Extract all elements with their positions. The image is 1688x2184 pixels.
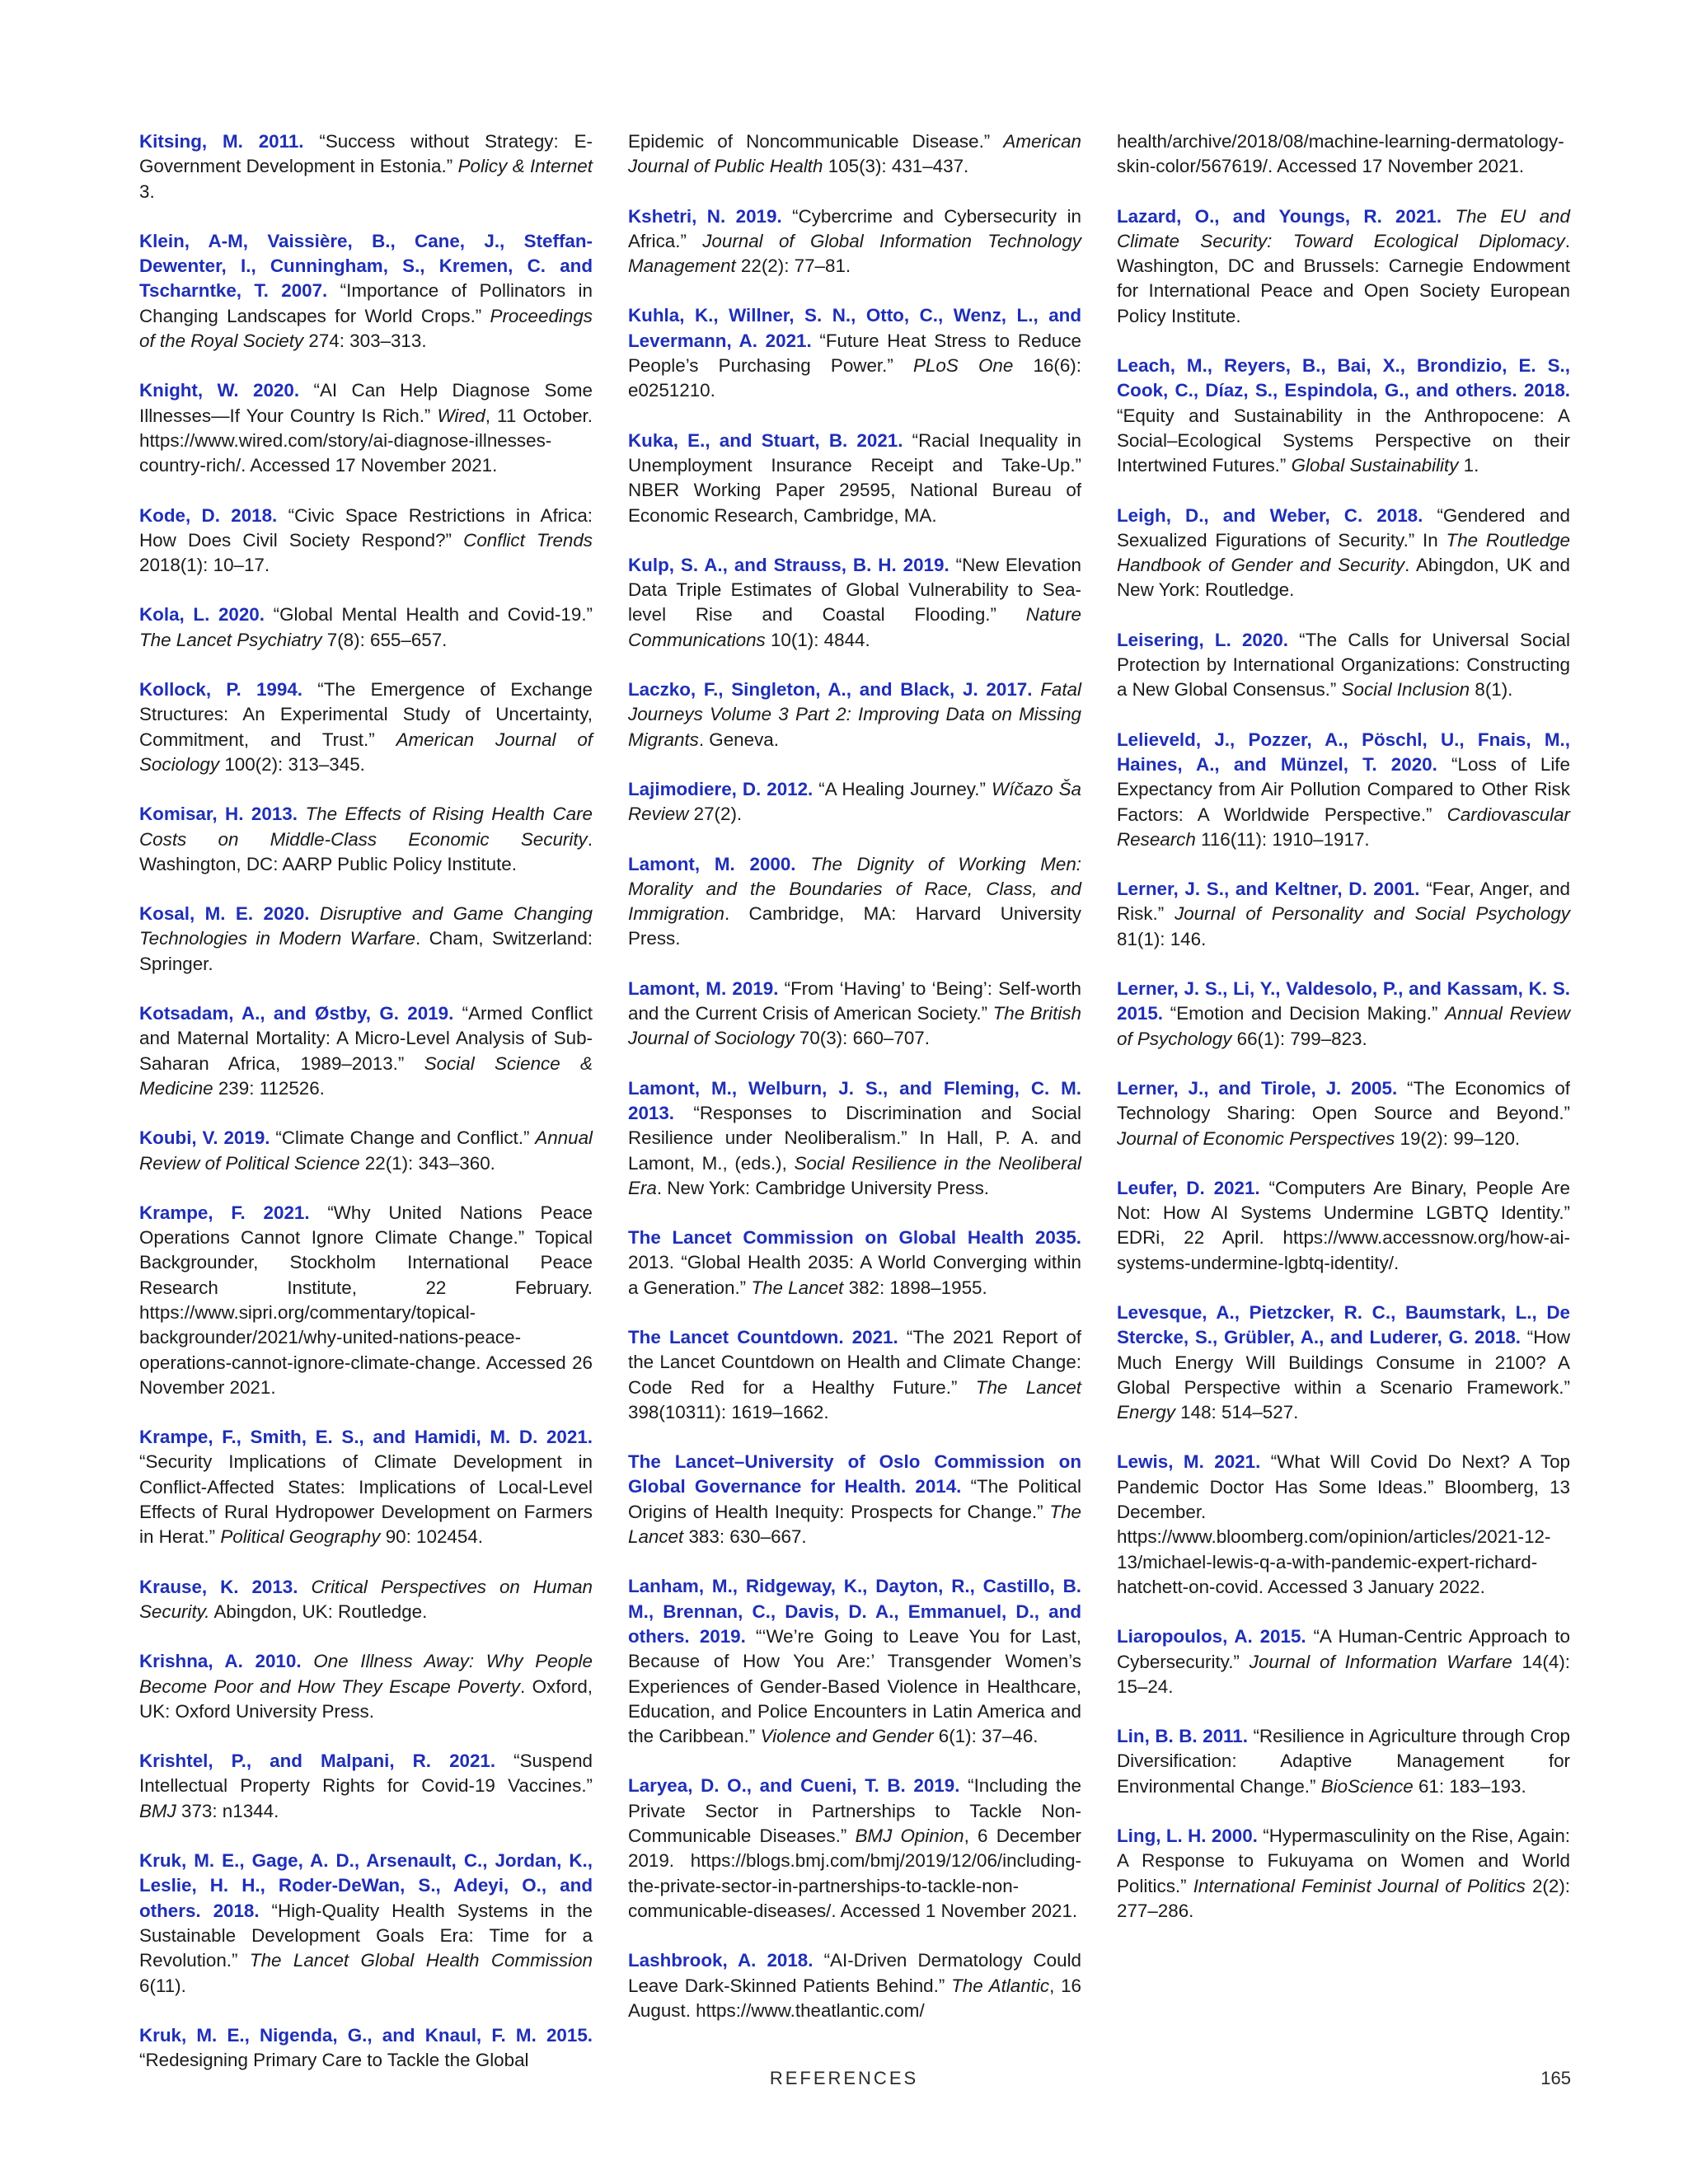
reference-entry <box>1117 129 1570 180</box>
reference-text: “Emotion and Decision Making.” <box>1163 1003 1446 1024</box>
reference-title-italic: Fatal Journeys Volume 3 Part 2: Improving Data on Missing Migrants <box>628 679 1081 750</box>
reference-author-year: Komisar, H. 2013. <box>139 804 298 825</box>
reference-entry <box>139 1001 593 1101</box>
reference-entry <box>1117 204 1570 329</box>
reference-text: “A Healing Journey.” <box>813 778 992 799</box>
reference-text: 14(4): 15–24. <box>1117 1651 1570 1697</box>
reference-entry <box>628 1076 1081 1201</box>
reference-entry <box>1117 504 1570 603</box>
reference-title-italic: The British Journal of Sociology <box>628 1003 1081 1049</box>
reference-text: 398(10311): 1619–1662. <box>628 1401 829 1422</box>
reference-text <box>796 854 811 874</box>
reference-title-italic: The EU and Climate Security: Toward Ecological Diplomacy <box>1117 205 1570 251</box>
reference-author-year: Lin, B. B. 2011. <box>1117 1726 1248 1747</box>
reference-text: 105(3): 431–437. <box>823 156 969 177</box>
reference-text: 6(1): 37–46. <box>933 1726 1039 1747</box>
reference-text: 239: 112526. <box>213 1077 325 1099</box>
reference-title-italic: Critical Perspectives on Human Security. <box>139 1576 593 1622</box>
reference-entry <box>628 677 1081 752</box>
reference-entry <box>1117 728 1570 852</box>
reference-text: “Success without Strategy: E-Government Development in Estonia.” <box>139 131 593 177</box>
reference-text: 2(2): 277–286. <box>1117 1875 1570 1921</box>
reference-text: “How Much Energy Will Buildings Consume in 2100? A Global Perspective within a Scenario Framework.” <box>1117 1327 1570 1398</box>
reference-entry <box>139 1575 593 1625</box>
reference-text: 19(2): 99–120. <box>1395 1127 1521 1149</box>
reference-text: “Suspend Intellectual Property Rights for Covid-19 Vaccines.” <box>139 1750 593 1797</box>
reference-title-italic: Social Science & Medicine <box>139 1052 593 1099</box>
reference-author-year: Krishtel, P., and Malpani, R. 2021. <box>139 1750 496 1772</box>
reference-text: . Abingdon, UK and New York: Routledge. <box>1117 555 1570 601</box>
reference-text: 7(8): 655–657. <box>321 629 448 650</box>
reference-text: “‘We’re Going to Leave You for Last, Because of How You Are:’ Transgender Women’s Experiences of Gender-Based Violence in Healthcare, Education, and Police Encounters in Latin America and the Caribbean.” <box>628 1625 1081 1747</box>
reference-entry <box>1117 1076 1570 1151</box>
reference-text: “From ‘Having’ to ‘Being’: Self-worth and the Current Crisis of American Society.” <box>628 977 1081 1024</box>
reference-text: “The 2021 Report of the Lancet Countdown on Health and Climate Change: Code Red for a Healthy Future.” <box>628 1326 1081 1398</box>
reference-text: . Washington, DC: AARP Public Policy Institute. <box>139 828 593 874</box>
reference-entry <box>139 378 593 478</box>
reference-text <box>310 903 320 924</box>
reference-entry <box>139 1849 593 1999</box>
reference-text: “Hypermasculinity on the Rise, Again: A Response to Fukuyama on Women and World Politics.” <box>1117 1825 1570 1896</box>
reference-title-italic: International Feminist Journal of Politics <box>1193 1875 1526 1896</box>
reference-text: 27(2). <box>688 804 743 825</box>
reference-title-italic: Disruptive and Game Changing Technologies in Modern Warfare <box>139 903 593 949</box>
reference-text: “Gendered and Sexualized Figurations of Security.” In <box>1117 504 1570 551</box>
references-column-2 <box>628 129 1081 2048</box>
reference-text: 2013. “Global Health 2035: A World Converging within a Generation.” <box>628 1252 1081 1298</box>
reference-text <box>298 1577 311 1597</box>
reference-text: , 6 December 2019. https://blogs.bmj.com/bmj/2019/12/06/including-the-private-sector-in-partnerships-to-tackle-non-communicable-diseases/. Accessed 1 November 2021. <box>628 1825 1081 1921</box>
reference-entry <box>628 977 1081 1052</box>
reference-author-year: Liaropoulos, A. 2015. <box>1117 1626 1306 1647</box>
reference-title-italic: The Lancet Global Health Commission <box>249 1950 593 1971</box>
reference-entry <box>139 677 593 777</box>
reference-author-year: Kosal, M. E. 2020. <box>139 903 310 925</box>
reference-text: 148: 514–527. <box>1175 1402 1299 1423</box>
reference-text: “Cybercrime and Cybersecurity in Africa.” <box>628 205 1081 251</box>
reference-entry <box>139 802 593 877</box>
reference-title-italic: PLoS One <box>913 355 1014 377</box>
reference-text: “What Will Covid Do Next? A Top Pandemic Doctor Has Some Ideas.” Bloomberg, 13 December. https://www.bloomberg.com/opinion/articles/2021-12-13/michael-lewis-q-a-with-pandemic-expert-richard-hatchett-on-covid. Accessed 3 January 2022. <box>1117 1451 1570 1597</box>
reference-entry <box>1117 977 1570 1052</box>
reference-entry <box>628 204 1081 279</box>
reference-text: “Computers Are Binary, People Are Not: How AI Systems Undermine LGBTQ Identity.” EDRi, 22 April. https://www.accessnow.org/how-ai-systems-undermine-lgbtq-identity/. <box>1117 1177 1570 1273</box>
reference-author-year: Leigh, D., and Weber, C. 2018. <box>1117 504 1423 526</box>
reference-title-italic: Social Resilience in the Neoliberal Era <box>628 1152 1082 1198</box>
reference-title-italic: Journal of Global Information Technology Management <box>628 230 1081 277</box>
reference-author-year: Krampe, F., Smith, E. S., and Hamidi, M. D. 2021. <box>139 1427 593 1448</box>
reference-title-italic: Annual Review of Psychology <box>1117 1003 1570 1049</box>
reference-title-italic: Journal of Personality and Social Psychology <box>1175 903 1570 925</box>
reference-text: . Cambridge, MA: Harvard University Press. <box>628 903 1081 949</box>
reference-text: “Armed Conflict and Maternal Mortality: A Micro-Level Analysis of Sub-Saharan Africa, 1989–2013.” <box>139 1003 593 1074</box>
reference-text: . Washington, DC and Brussels: Carnegie Endowment for International Peace and Open Society European Policy Institute. <box>1117 230 1570 326</box>
reference-text: 22(1): 343–360. <box>359 1152 495 1174</box>
reference-title-italic: One Illness Away: Why People Become Poor and How They Escape Poverty <box>139 1651 593 1697</box>
reference-title-italic: Nature Communications <box>628 604 1081 650</box>
reference-text: 22(2): 77–81. <box>735 255 851 277</box>
reference-title-italic: Wired <box>437 405 485 426</box>
reference-entry <box>628 553 1081 653</box>
reference-text: 66(1): 799–823. <box>1231 1028 1367 1049</box>
reference-text: “Future Heat Stress to Reduce People’s Purchasing Power.” <box>628 330 1082 377</box>
reference-author-year: Kshetri, N. 2019. <box>628 205 782 227</box>
reference-title-italic: Journal of Economic Perspectives <box>1117 1127 1395 1149</box>
reference-entry <box>1117 1624 1570 1699</box>
reference-author-year: Kruk, M. E., Nigenda, G., and Knaul, F. M. 2015. <box>139 2024 593 2046</box>
reference-author-year: Lamont, M., Welburn, J. S., and Fleming, C. M. 2013. <box>628 1077 1081 1123</box>
reference-entry <box>139 1126 593 1176</box>
reference-text: “High-Quality Health Systems in the Sustainable Development Goals Era: Time for a Revolution.” <box>139 1900 593 1971</box>
reference-text: “The Economics of Technology Sharing: Open Source and Beyond.” <box>1117 1077 1570 1124</box>
reference-entry <box>628 852 1081 952</box>
reference-entry <box>628 429 1081 528</box>
page-number: 165 <box>1540 2068 1571 2088</box>
reference-text: “Racial Inequality in Unemployment Insurance Receipt and Take-Up.” NBER Working Paper 29595, National Bureau of Economic Research, Cambridge, MA. <box>628 429 1082 526</box>
reference-text: “Responses to Discrimination and Social Resilience under Neoliberalism.” In Hall, P. A. and Lamont, M., (eds.), <box>628 1102 1081 1174</box>
reference-text <box>1032 679 1040 700</box>
reference-entry <box>1117 354 1570 478</box>
reference-author-year: Leufer, D. 2021. <box>1117 1177 1260 1198</box>
reference-text: 116(11): 1910–1917. <box>1195 828 1370 850</box>
reference-author-year: Kola, L. 2020. <box>139 604 265 626</box>
reference-text: “Why United Nations Peace Operations Cannot Ignore Climate Change.” Topical Backgrounder, Stockholm International Peace Research Institute, 22 February. https://www.sipri.org/commentary/topical-backgrounder/2021/why-united-nations-peace-operations-cannot-ignore-climate-change. Accessed 26 November 2021. <box>139 1202 593 1398</box>
reference-author-year: Lelieveld, J., Pozzer, A., Pöschl, U., Fnais, M., Haines, A., and Münzel, T. 2020. <box>1117 729 1570 775</box>
reference-author-year: The Lancet Commission on Global Health 2035. <box>628 1227 1081 1249</box>
reference-author-year: Lewis, M. 2021. <box>1117 1451 1261 1473</box>
reference-text: 61: 183–193. <box>1413 1775 1526 1797</box>
reference-entry <box>1117 877 1570 952</box>
reference-text: . New York: Cambridge University Press. <box>656 1177 990 1198</box>
reference-entry <box>139 902 593 977</box>
reference-text: 2018(1): 10–17. <box>139 555 270 576</box>
reference-text: 70(3): 660–707. <box>794 1028 930 1049</box>
references-column-1 <box>139 129 593 2097</box>
reference-text: “Fear, Anger, and Risk.” <box>1117 879 1570 925</box>
reference-title-italic: BMJ <box>139 1800 176 1821</box>
reference-author-year: Lamont, M. 2019. <box>628 977 779 999</box>
reference-text: . Geneva. <box>698 729 779 750</box>
reference-entry <box>1117 1301 1570 1425</box>
reference-author-year: Lamont, M. 2000. <box>628 853 796 874</box>
reference-entry <box>1117 1176 1570 1276</box>
reference-text: . Cham, Switzerland: Springer. <box>139 928 593 974</box>
reference-text: . Oxford, UK: Oxford University Press. <box>139 1675 593 1722</box>
reference-title-italic: Journal of Information Warfare <box>1249 1651 1512 1672</box>
reference-text: health/archive/2018/08/machine-learning-dermatology-skin-color/567619/. Accessed 17 November 2021. <box>1117 131 1564 177</box>
reference-entry <box>1117 1824 1570 1924</box>
reference-author-year: Krishna, A. 2010. <box>139 1651 302 1672</box>
reference-title-italic: Social Inclusion <box>1341 679 1470 701</box>
reference-title-italic: Global Sustainability <box>1291 455 1459 476</box>
reference-text: “A Human-Centric Approach to Cybersecurity.” <box>1117 1626 1570 1672</box>
reference-text: “The Calls for Universal Social Protection by International Organizations: Constructing a New Global Consensus.” <box>1117 629 1570 701</box>
reference-author-year: Laryea, D. O., and Cueni, T. B. 2019. <box>628 1775 960 1797</box>
reference-title-italic: The Routledge Handbook of Gender and Security <box>1117 529 1570 576</box>
reference-text: 1. <box>1458 455 1479 476</box>
reference-entry <box>139 129 593 204</box>
reference-text: , 11 October. https://www.wired.com/story/ai-diagnose-illnesses-country-rich/. Accessed 17 November 2021. <box>139 405 593 476</box>
reference-title-italic: Wíčazo Ša Review <box>628 778 1081 825</box>
reference-author-year: Kulp, S. A., and Strauss, B. H. 2019. <box>628 554 950 575</box>
reference-author-year: Krampe, F. 2021. <box>139 1202 310 1223</box>
reference-text: “Resilience in Agriculture through Crop Diversification: Adaptive Management for Environmental Change.” <box>1117 1726 1570 1797</box>
reference-author-year: Kuka, E., and Stuart, B. 2021. <box>628 429 903 451</box>
reference-author-year: Lazard, O., and Youngs, R. 2021. <box>1117 205 1442 227</box>
reference-entry <box>628 1774 1081 1924</box>
reference-entry <box>628 303 1081 403</box>
reference-title-italic: Energy <box>1117 1402 1175 1423</box>
reference-entry <box>139 1749 593 1824</box>
reference-text: “Loss of Life Expectancy from Air Pollution Compared to Other Risk Factors: A Worldwide Perspective.” <box>1117 753 1570 825</box>
reference-title-italic: The Effects of Rising Health Care Costs on Middle-Class Economic Security <box>139 804 593 850</box>
reference-entry <box>139 602 593 653</box>
reference-title-italic: Conflict Trends <box>463 529 593 551</box>
reference-title-italic: American Journal of Public Health <box>628 131 1081 177</box>
reference-author-year: Leisering, L. 2020. <box>1117 629 1288 650</box>
reference-text: “Civic Space Restrictions in Africa: How Does Civil Society Respond?” <box>139 504 593 551</box>
reference-title-italic: The Lancet Psychiatry <box>139 629 322 650</box>
reference-entry <box>628 777 1081 827</box>
reference-title-italic: American Journal of Sociology <box>139 729 593 775</box>
reference-title-italic: Cardiovascular Research <box>1117 804 1570 850</box>
reference-author-year: Knight, W. 2020. <box>139 380 300 401</box>
reference-text: “Redesigning Primary Care to Tackle the Global <box>139 2050 529 2071</box>
reference-author-year: Koubi, V. 2019. <box>139 1127 270 1149</box>
reference-text: “Importance of Pollinators in Changing Landscapes for World Crops.” <box>139 280 593 326</box>
reference-entry <box>139 2023 593 2074</box>
reference-text <box>298 804 305 824</box>
reference-title-italic: The Lancet <box>751 1277 844 1298</box>
reference-title-italic: The Dignity of Working Men: Morality and the Boundaries of Race, Class, and Immigration <box>628 853 1081 925</box>
reference-author-year: Kode, D. 2018. <box>139 504 278 526</box>
reference-entry <box>628 1450 1081 1549</box>
reference-author-year: Lashbrook, A. 2018. <box>628 1950 814 1971</box>
reference-author-year: Leach, M., Reyers, B., Bai, X., Brondizio, E. S., Cook, C., Díaz, S., Espindola, G., and others. 2018. <box>1117 355 1570 401</box>
reference-entry <box>628 1574 1081 1749</box>
reference-text: “AI Can Help Diagnose Some Illnesses—If Your Country Is Rich.” <box>139 380 593 426</box>
reference-author-year: Kollock, P. 1994. <box>139 679 302 701</box>
reference-text: “New Elevation Data Triple Estimates of Global Vulnerability to Sea-level Rise and Coastal Flooding.” <box>628 554 1081 626</box>
reference-author-year: The Lancet Countdown. 2021. <box>628 1326 898 1347</box>
reference-text: 8(1). <box>1470 679 1513 701</box>
reference-entry <box>139 1649 593 1724</box>
reference-text: “Equity and Sustainability in the Anthropocene: A Social–Ecological Systems Perspective on their Intertwined Futures.” <box>1117 405 1570 476</box>
reference-entry <box>628 1325 1081 1425</box>
reference-text: “The Political Origins of Health Inequity: Prospects for Change.” <box>628 1476 1081 1522</box>
reference-text: “Climate Change and Conflict.” <box>270 1127 536 1149</box>
reference-text: 100(2): 313–345. <box>219 753 365 775</box>
reference-entry <box>139 1425 593 1549</box>
reference-author-year: The Lancet–University of Oslo Commission on Global Governance for Health. 2014. <box>628 1451 1081 1497</box>
reference-text: 382: 1898–1955. <box>843 1277 987 1298</box>
reference-title-italic: Proceedings of the Royal Society <box>139 305 593 352</box>
reference-text: 90: 102454. <box>380 1526 483 1548</box>
reference-entry <box>628 129 1081 180</box>
reference-author-year: Krause, K. 2013. <box>139 1576 298 1597</box>
reference-text: 373: n1344. <box>176 1800 279 1821</box>
reference-text: 6(11). <box>139 1975 186 1996</box>
reference-text: 81(1): 146. <box>1117 928 1207 949</box>
reference-entry <box>628 1948 1081 2023</box>
reference-title-italic: Annual Review of Political Science <box>139 1127 593 1174</box>
reference-entry <box>1117 628 1570 703</box>
reference-text: 274: 303–313. <box>303 330 427 352</box>
reference-author-year: Kitsing, M. 2011. <box>139 131 304 152</box>
reference-entry <box>628 1226 1081 1301</box>
reference-text: 3. <box>139 180 155 202</box>
reference-text: 16(6): e0251210. <box>628 355 1081 401</box>
reference-text: “Including the Private Sector in Partnerships to Tackle Non-Communicable Diseases.” <box>628 1775 1082 1847</box>
reference-author-year: Kotsadam, A., and Østby, G. 2019. <box>139 1003 454 1024</box>
reference-entry <box>1117 1724 1570 1799</box>
reference-author-year: Laczko, F., Singleton, A., and Black, J. 2017. <box>628 679 1033 701</box>
reference-author-year: Lanham, M., Ridgeway, K., Dayton, R., Castillo, B. M., Brennan, C., Davis, D. A., Emmanuel, D., and others. 2019. <box>628 1576 1081 1647</box>
reference-text: “The Emergence of Exchange Structures: An Experimental Study of Uncertainty, Commitment, and Trust.” <box>139 679 593 750</box>
reference-text <box>1442 206 1455 227</box>
reference-author-year: Lajimodiere, D. 2012. <box>628 778 814 799</box>
references-column-3 <box>1117 129 1570 1948</box>
reference-author-year: Lerner, J. S., Li, Y., Valdesolo, P., and Kassam, K. S. 2015. <box>1117 978 1570 1024</box>
reference-text: , 16 August. https://www.theatlantic.com/ <box>628 1975 1081 2021</box>
reference-title-italic: Policy & Internet <box>457 156 593 177</box>
reference-title-italic: The Atlantic <box>951 1975 1050 1996</box>
running-footer-title: REFERENCES <box>769 2068 919 2088</box>
reference-text <box>302 1651 314 1671</box>
reference-entry <box>139 1201 593 1400</box>
reference-text: 383: 630–667. <box>683 1526 807 1548</box>
reference-title-italic: BioScience <box>1320 1775 1414 1797</box>
reference-text: 10(1): 4844. <box>765 629 870 650</box>
reference-text: Abingdon, UK: Routledge. <box>209 1601 428 1622</box>
reference-author-year: Ling, L. H. 2000. <box>1117 1825 1258 1847</box>
reference-text: “AI-Driven Dermatology Could Leave Dark-Skinned Patients Behind.” <box>628 1950 1081 1996</box>
reference-entry <box>139 504 593 579</box>
reference-title-italic: The Lancet <box>975 1376 1081 1398</box>
reference-author-year: Lerner, J. S., and Keltner, D. 2001. <box>1117 879 1420 900</box>
reference-text: “Security Implications of Climate Development in Conflict-Affected States: Implications of Local-Level Effects of Rural Hydropower Development on Farmers in Herat.” <box>139 1451 593 1548</box>
reference-text: “Global Mental Health and Covid-19.” <box>264 604 593 626</box>
reference-author-year: Lerner, J., and Tirole, J. 2005. <box>1117 1077 1398 1099</box>
reference-author-year: Levesque, A., Pietzcker, R. C., Baumstark, L., De Stercke, S., Grübler, A., and Luderer, G. 2018. <box>1117 1301 1570 1348</box>
reference-entry <box>1117 1450 1570 1600</box>
reference-title-italic: The Lancet <box>628 1501 1081 1548</box>
reference-author-year: Kruk, M. E., Gage, A. D., Arsenault, C., Jordan, K., Leslie, H. H., Roder-DeWan, S., Adeyi, O., and others. 2018. <box>139 1850 593 1921</box>
reference-text: Epidemic of Noncommunicable Disease.” <box>628 131 1004 152</box>
reference-title-italic: Violence and Gender <box>760 1726 934 1747</box>
reference-author-year: Klein, A-M, Vaissière, B., Cane, J., Steffan-Dewenter, I., Cunningham, S., Kremen, C. and Tscharntke, T. 2007. <box>139 230 593 302</box>
reference-author-year: Kuhla, K., Willner, S. N., Otto, C., Wenz, L., and Levermann, A. 2021. <box>628 305 1081 351</box>
reference-entry <box>139 229 593 354</box>
reference-title-italic: BMJ Opinion <box>855 1825 964 1847</box>
reference-title-italic: Political Geography <box>220 1526 381 1548</box>
